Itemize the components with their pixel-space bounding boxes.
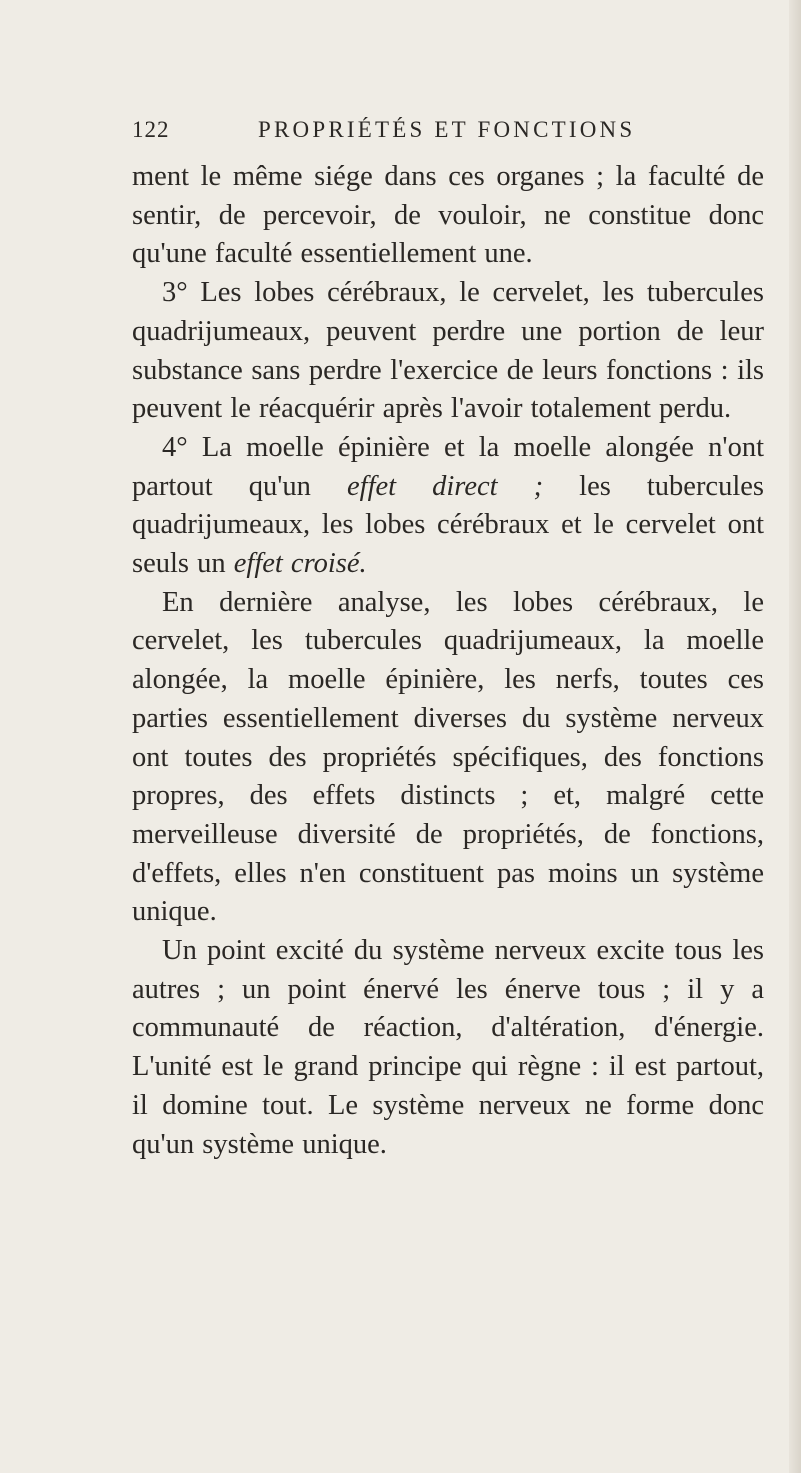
- point-4-text-a: 4° La moelle épinière et la moelle alongée n'ont partout qu'un: [132, 431, 764, 502]
- point-4-italic-direct: effet direct ;: [347, 470, 544, 502]
- page-number: 122: [132, 117, 170, 142]
- body-text: [132, 158, 764, 1164]
- running-title: PROPRIÉTÉS ET FONCTIONS: [258, 117, 636, 142]
- page-header: [132, 117, 762, 153]
- point-4-text-b: les tubercules quadrijumeaux, les lobes cérébraux et le cervelet ont seuls un: [132, 470, 764, 580]
- paragraph-analysis: En dernière analyse, les lobes cérébraux, le cervelet, les tubercules quadrijumeaux, la moelle alongée, la moelle épinière, les nerfs, toutes ces parties essentiellement diverses du système nerveux ont toutes des propriétés spécifiques, des fonctions propres, des effets distincts ; et, malgré cette merveilleuse diversité de propriétés, de fonctions, d'effets, elles n'en constituent pas moins un système unique.: [132, 586, 764, 928]
- page-edge: [789, 0, 801, 1473]
- paragraph-continuation: ment le même siége dans ces organes ; la faculté de sentir, de percevoir, de vouloir, ne constitue donc qu'une faculté essentiellement une.: [132, 161, 764, 270]
- paragraph-point-4: [132, 429, 764, 584]
- paragraph-unity: Un point excité du système nerveux excite tous les autres ; un point énervé les énerve tous ; il y a communauté de réaction, d'altération, d'énergie. L'unité est le grand principe qui règne : il est partout, il domine tout. Le système nerveux ne forme donc qu'un système unique.: [132, 935, 764, 1160]
- point-4-italic-croise: effet croisé.: [233, 548, 367, 580]
- paragraph-point-3: 3° Les lobes cérébraux, le cervelet, les tubercules quadrijumeaux, peuvent perdre une portion de leur substance sans perdre l'exercice de leurs fonctions : ils peuvent le réacquérir après l'avoir totalement perdu.: [132, 277, 764, 425]
